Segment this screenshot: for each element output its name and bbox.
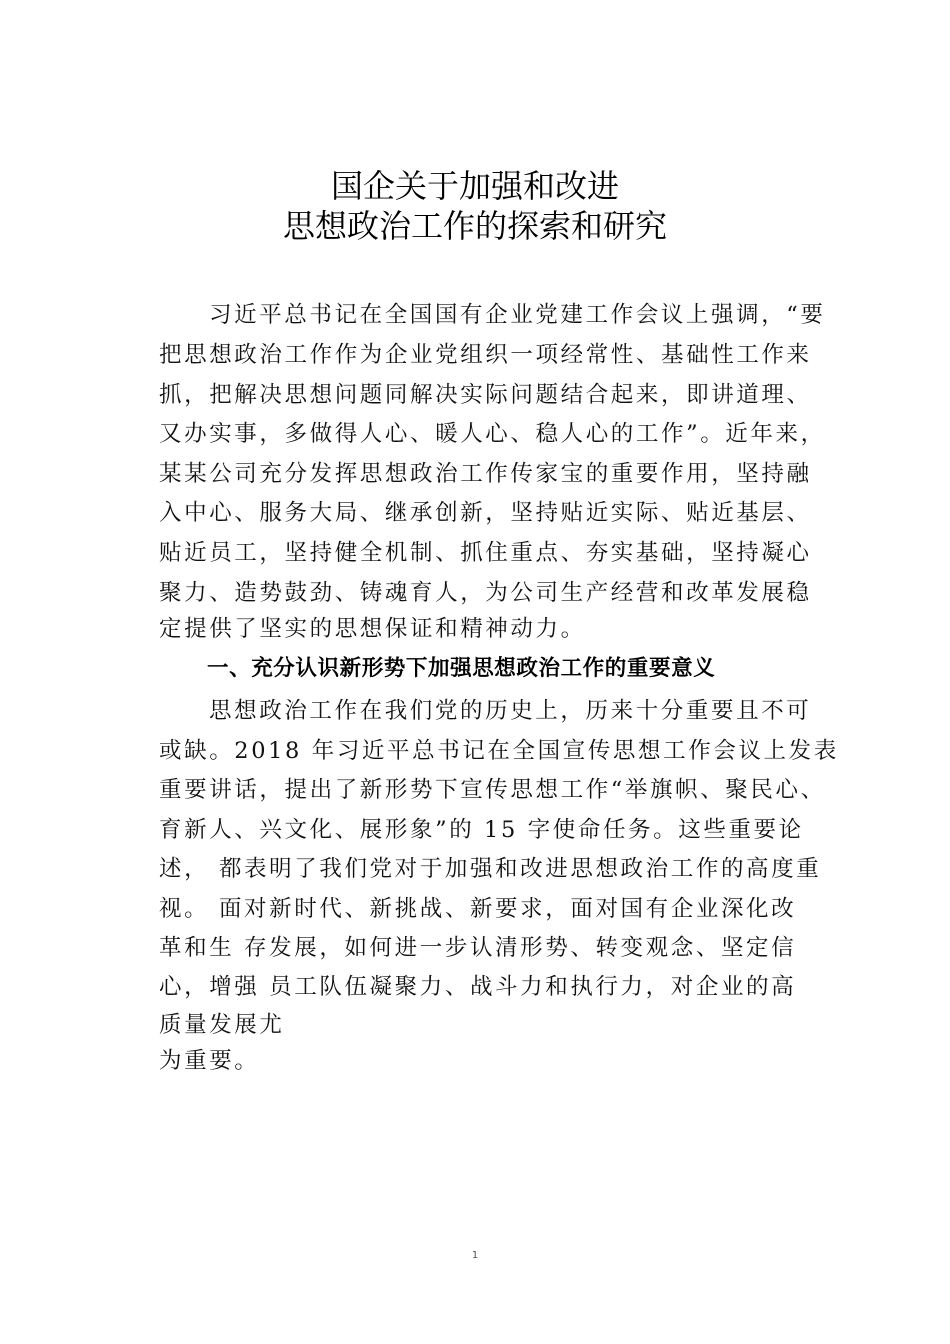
- paragraph-line: 把思想政治工作作为企业党组织一项经常性、基础性工作来: [159, 342, 812, 368]
- paragraph-line: 习近平总书记在全国国有企业党建工作会议上强调，“要: [209, 302, 826, 328]
- paragraph-line: 贴近员工，坚持健全机制、抓住重点、夯实基础，坚持凝心: [159, 540, 812, 566]
- paragraph-line: 革和生 存发展，如何进一步认清形势、转变观念、坚定信: [159, 935, 797, 961]
- paragraph-line: 又办实事，多做得人心、暖人心、稳人心的工作”。近年来，: [159, 421, 826, 447]
- document-title-line-1: 国企关于加强和改进: [330, 167, 619, 205]
- paragraph-line: 心，增强 员工队伍凝聚力、战斗力和执行力，对企业的高: [159, 974, 797, 1000]
- paragraph-line: 育新人、兴文化、展形象”的 15 字使命任务。这些重要论: [159, 817, 804, 843]
- paragraph-line: 思想政治工作在我们党的历史上，历来十分重要且不可: [209, 698, 812, 724]
- paragraph-line: 定提供了坚实的思想保证和精神动力。: [159, 616, 586, 642]
- paragraph-line: 入中心、服务大局、继承创新，坚持贴近实际、贴近基层、: [159, 500, 812, 526]
- document-title-line-2: 思想政治工作的探索和研究: [282, 207, 667, 245]
- paragraph-line: 或缺。2018 年习近平总书记在全国宣传思想工作会议上发表: [159, 738, 839, 764]
- paragraph-line: 质量发展尤: [159, 1012, 285, 1038]
- page-number: 1: [471, 1250, 479, 1261]
- paragraph-line: 某某公司充分发挥思想政治工作传家宝的重要作用，坚持融: [159, 461, 812, 487]
- paragraph-line: 述， 都表明了我们党对于加强和改进思想政治工作的高度重: [159, 856, 822, 882]
- paragraph-line: 聚力、造势鼓劲、铸魂育人，为公司生产经营和改革发展稳: [159, 580, 812, 606]
- section-heading: 一、充分认识新形势下加强思想政治工作的重要意义: [207, 656, 716, 681]
- paragraph-line: 重要讲话，提出了新形势下宣传思想工作“举旗帜、聚民心、: [159, 777, 826, 803]
- paragraph-line: 抓，把解决思想问题同解决实际问题结合起来，即讲道理、: [159, 382, 812, 408]
- paragraph-line: 视。 面对新时代、新挑战、新要求，面对国有企业深化改: [159, 896, 797, 922]
- paragraph-line: 为重要。: [159, 1048, 260, 1074]
